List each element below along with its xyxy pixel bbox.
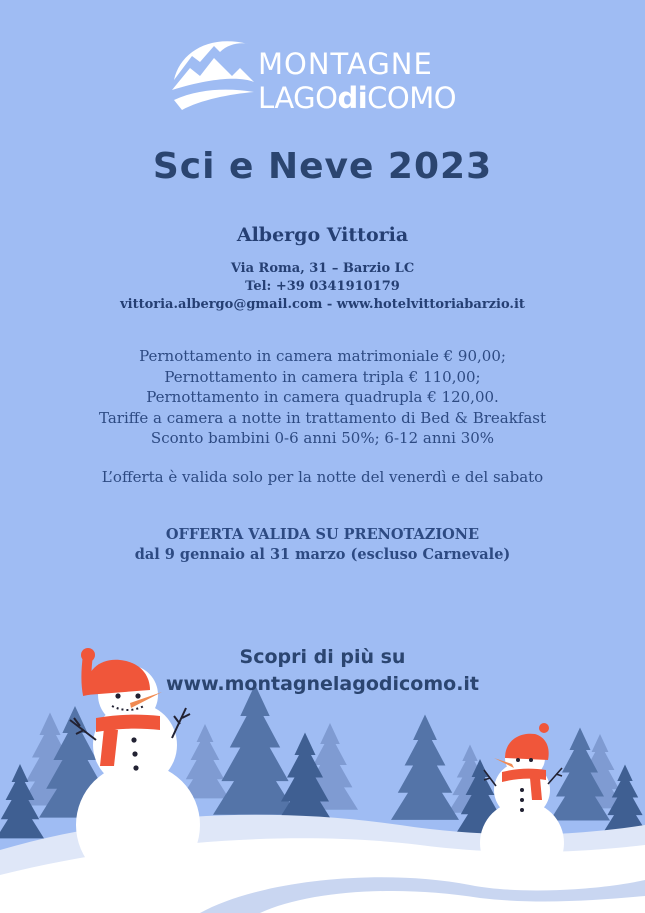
hotel-contact <box>0 260 645 314</box>
discover-more <box>0 644 645 698</box>
logo-text-montagne: MONTAGNE <box>258 47 433 81</box>
hotel-phone: Tel: +39 0341910179 <box>245 279 400 294</box>
hotel-address: Via Roma, 31 – Barzio LC <box>230 261 415 276</box>
logo-text-lagodicomo: LAGOdiCOMO <box>258 81 457 115</box>
hotel-email-website: vittoria.albergo@gmail.com - www.hotelvittoriabarzio.it <box>120 297 525 312</box>
rate-line: Pernottamento in camera tripla € 110,00; <box>164 367 481 386</box>
rates-list <box>0 346 645 449</box>
mountain-logo-icon <box>170 30 256 114</box>
website-link[interactable]: www.montagnelagodicomo.it <box>165 673 480 695</box>
page-title: Sci e Neve 2023 <box>152 146 493 187</box>
rate-line: Sconto bambini 0-6 anni 50%; 6-12 anni 30% <box>150 429 495 447</box>
discover-text: Scopri di più su <box>239 646 406 668</box>
offer-dates: dal 9 gennaio al 31 marzo (escluso Carnevale) <box>134 546 511 563</box>
hotel-name: Albergo Vittoria <box>236 224 409 246</box>
offer-block <box>0 525 645 565</box>
rate-line: Pernottamento in camera matrimoniale € 90,00; <box>139 347 506 365</box>
hotel-website[interactable]: www.hotelvittoriabarzio.it <box>336 297 525 312</box>
rate-line: Tariffe a camera a notte in trattamento di Bed & Breakfast <box>98 408 547 427</box>
offer-line: OFFERTA VALIDA SU PRENOTAZIONE <box>165 526 480 543</box>
validity-note: L’offerta è valida solo per la notte del venerdì e del sabato <box>101 468 544 486</box>
rate-line: Pernottamento in camera quadrupla € 120,00. <box>146 388 499 406</box>
hotel-email[interactable]: vittoria.albergo@gmail.com <box>120 297 323 312</box>
